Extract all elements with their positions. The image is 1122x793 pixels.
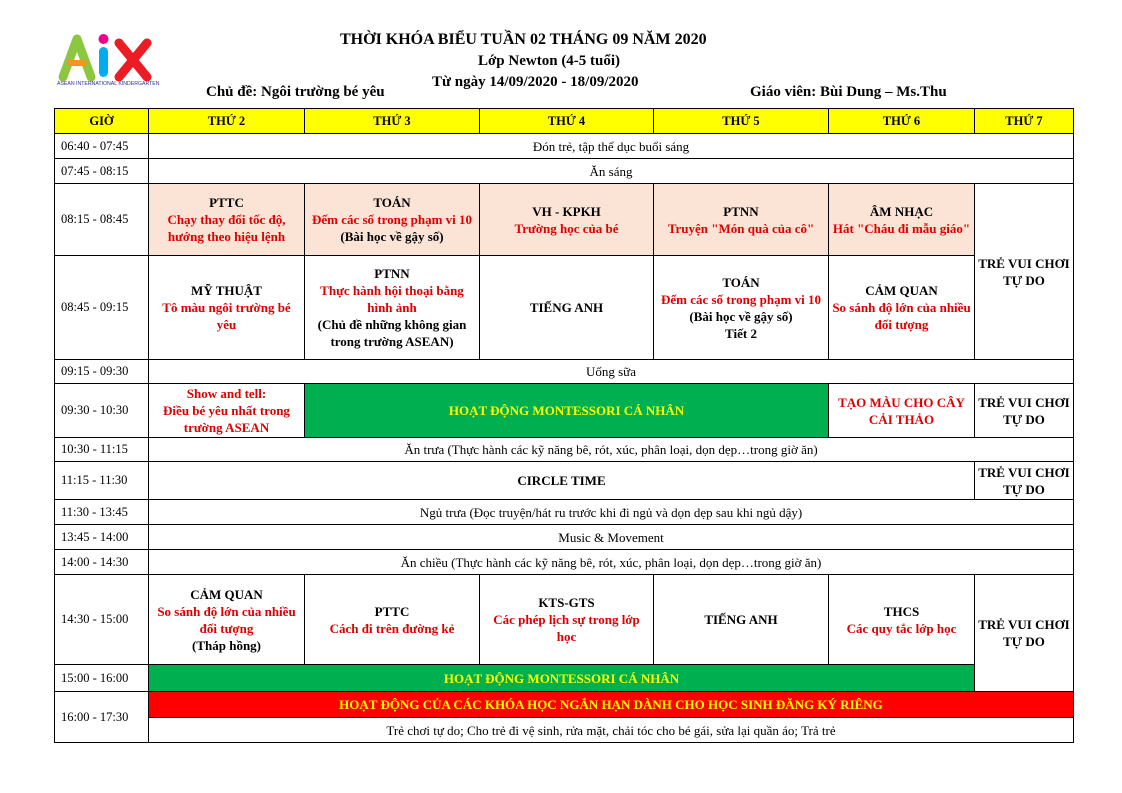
class-name: Lớp Newton (4-5 tuổi) bbox=[478, 53, 621, 69]
time-cell: 11:15 - 11:30 bbox=[55, 462, 149, 500]
lesson-detail: Hát "Cháu đi mẫu giáo" bbox=[832, 220, 971, 236]
lesson-detail: Chạy thay đổi tốc độ, hướng theo hiệu lệnh bbox=[167, 212, 286, 244]
table-row bbox=[55, 159, 1074, 184]
table-row bbox=[55, 550, 1074, 575]
time-cell: 06:40 - 07:45 bbox=[55, 134, 149, 159]
time-cell: 11:30 - 13:45 bbox=[55, 500, 149, 525]
lesson-detail: Tô màu ngôi trường bé yêu bbox=[162, 300, 291, 332]
table-row bbox=[55, 462, 1074, 500]
lesson-cell-tue bbox=[305, 184, 480, 256]
lesson-subject: PTNN bbox=[723, 203, 759, 219]
montessori-block: HOẠT ĐỘNG MONTESSORI CÁ NHÂN bbox=[149, 665, 975, 692]
lesson-subject: MỸ THUẬT bbox=[191, 283, 262, 298]
col-header-wed: THỨ 4 bbox=[480, 109, 654, 134]
activity-cell: Ngủ trưa (Đọc truyện/hát ru trước khi đi ngủ và dọn dẹp sau khi ngủ dậy) bbox=[149, 500, 1074, 525]
lesson-detail: So sánh độ lớn của nhiều đối tượng bbox=[832, 300, 971, 332]
time-cell: 07:45 - 08:15 bbox=[55, 159, 149, 184]
lesson-subject: Show and tell: bbox=[186, 386, 267, 401]
lesson-subject: PTTC bbox=[374, 603, 410, 619]
free-play-cell: TRẺ VUI CHƠI TỰ DO bbox=[975, 384, 1074, 438]
table-row bbox=[55, 500, 1074, 525]
time-cell: 14:00 - 14:30 bbox=[55, 550, 149, 575]
lesson-detail: Điều bé yêu nhất trong trường ASEAN bbox=[163, 403, 290, 435]
lesson-detail: Đếm các số trong phạm vi 10 bbox=[311, 212, 473, 227]
time-cell: 09:30 - 10:30 bbox=[55, 384, 149, 438]
date-range: Từ ngày 14/09/2020 - 18/09/2020 bbox=[432, 74, 639, 90]
lesson-cell-wed bbox=[480, 184, 654, 256]
col-header-thu: THỨ 5 bbox=[654, 109, 829, 134]
lesson-subject: TOÁN bbox=[373, 195, 411, 210]
activity-cell: Trẻ chơi tự do; Cho trẻ đi vệ sinh, rửa mặt, chải tóc cho bé gái, sửa lại quần áo; Trả trẻ bbox=[149, 718, 1074, 743]
lesson-detail: Cách đi trên đường kẻ bbox=[329, 620, 455, 636]
lesson-detail: Đếm các số trong phạm vi 10 bbox=[660, 291, 822, 307]
table-row bbox=[55, 184, 1074, 256]
table-row bbox=[55, 360, 1074, 384]
lesson-cell-mon bbox=[149, 575, 305, 665]
lesson-note: (Bài học về gậy số) bbox=[689, 308, 793, 324]
lesson-subject: TOÁN bbox=[722, 274, 760, 290]
time-cell: 08:15 - 08:45 bbox=[55, 184, 149, 256]
montessori-block: HOẠT ĐỘNG MONTESSORI CÁ NHÂN bbox=[305, 384, 829, 438]
lesson-subject: PTNN bbox=[374, 266, 410, 281]
table-row bbox=[55, 692, 1074, 718]
lesson-cell-fri: TẠO MÀU CHO CÂY CẢI THẢO bbox=[829, 384, 975, 438]
col-header-tue: THỨ 3 bbox=[305, 109, 480, 134]
teacher-label: Giáo viên: Bùi Dung – Ms.Thu bbox=[750, 84, 947, 100]
lesson-cell-mon bbox=[149, 384, 305, 438]
lesson-note: (Tháp hồng) bbox=[192, 637, 261, 653]
table-row bbox=[55, 525, 1074, 550]
free-play-cell: TRẺ VUI CHƠI TỰ DO bbox=[975, 184, 1074, 360]
col-header-mon: THỨ 2 bbox=[149, 109, 305, 134]
lesson-note: Tiết 2 bbox=[725, 325, 757, 341]
lesson-cell-tue bbox=[305, 256, 480, 360]
free-play-cell: TRẺ VUI CHƠI TỰ DO bbox=[975, 575, 1074, 692]
header-row bbox=[55, 109, 1074, 134]
lesson-subject: THCS bbox=[883, 603, 920, 619]
lesson-note: (Chủ đề những không gian trong trường ASEAN) bbox=[317, 317, 467, 349]
time-cell: 13:45 - 14:00 bbox=[55, 525, 149, 550]
lesson-cell-fri bbox=[829, 256, 975, 360]
activity-cell: Uống sữa bbox=[149, 360, 1074, 384]
table-row bbox=[55, 718, 1074, 743]
timetable bbox=[54, 108, 1074, 743]
lesson-detail: Truyện "Món quà của cô" bbox=[667, 220, 815, 236]
lesson-note: (Bài học về gậy số) bbox=[340, 229, 444, 244]
lesson-detail: Các phép lịch sự trong lớp học bbox=[493, 612, 640, 644]
table-row bbox=[55, 575, 1074, 665]
time-cell: 10:30 - 11:15 bbox=[55, 438, 149, 462]
short-courses-banner: HOẠT ĐỘNG CỦA CÁC KHÓA HỌC NGẮN HẠN DÀNH CHO HỌC SINH ĐĂNG KÝ RIÊNG bbox=[149, 692, 1074, 718]
table-row bbox=[55, 665, 1074, 692]
lesson-cell-thu bbox=[654, 256, 829, 360]
logo-tagline: ASEAN INTERNATIONAL KINDERGARTEN bbox=[57, 81, 160, 87]
activity-cell: Ăn sáng bbox=[149, 159, 1074, 184]
activity-cell: Ăn chiều (Thực hành các kỹ năng bê, rót, xúc, phân loại, dọn dẹp…trong giờ ăn) bbox=[149, 550, 1074, 575]
lesson-detail: Trường học của bé bbox=[514, 220, 619, 236]
lesson-subject: KTS-GTS bbox=[538, 595, 595, 610]
col-header-time: GIỜ bbox=[55, 109, 149, 134]
theme-label: Chủ đề: Ngôi trường bé yêu bbox=[206, 84, 385, 100]
free-play-cell: TRẺ VUI CHƠI TỰ DO bbox=[975, 462, 1074, 500]
lesson-cell-wed bbox=[480, 575, 654, 665]
lesson-subject: VH - KPKH bbox=[532, 203, 601, 219]
lesson-cell-mon bbox=[149, 256, 305, 360]
lesson-detail: Các quy tắc lớp học bbox=[846, 620, 957, 636]
table-row bbox=[55, 134, 1074, 159]
lesson-detail: So sánh độ lớn của nhiều đối tượng bbox=[157, 603, 296, 636]
lesson-cell-wed: TIẾNG ANH bbox=[480, 256, 654, 360]
lesson-cell-mon bbox=[149, 184, 305, 256]
time-cell: 14:30 - 15:00 bbox=[55, 575, 149, 665]
table-row bbox=[55, 256, 1074, 360]
table-row bbox=[55, 384, 1074, 438]
time-cell: 09:15 - 09:30 bbox=[55, 360, 149, 384]
page-title: THỜI KHÓA BIỂU TUẦN 02 THÁNG 09 NĂM 2020 bbox=[340, 31, 707, 48]
circle-time-cell: CIRCLE TIME bbox=[149, 462, 975, 500]
lesson-cell-thu: TIẾNG ANH bbox=[654, 575, 829, 665]
time-cell: 15:00 - 16:00 bbox=[55, 665, 149, 692]
lesson-subject: ÂM NHẠC bbox=[869, 203, 934, 219]
lesson-detail: Thực hành hội thoại bằng hình ảnh bbox=[320, 283, 464, 315]
lesson-cell-thu bbox=[654, 184, 829, 256]
time-cell: 08:45 - 09:15 bbox=[55, 256, 149, 360]
table-row bbox=[55, 438, 1074, 462]
lesson-cell-fri bbox=[829, 184, 975, 256]
lesson-subject: CẢM QUAN bbox=[190, 586, 263, 602]
col-header-fri: THỨ 6 bbox=[829, 109, 975, 134]
lesson-subject: CẢM QUAN bbox=[865, 283, 938, 298]
activity-cell: Đón trẻ, tập thể dục buổi sáng bbox=[149, 134, 1074, 159]
col-header-sat: THỨ 7 bbox=[975, 109, 1074, 134]
school-logo bbox=[55, 33, 165, 95]
time-cell: 16:00 - 17:30 bbox=[55, 692, 149, 743]
lesson-cell-fri bbox=[829, 575, 975, 665]
activity-cell: Music & Movement bbox=[149, 525, 1074, 550]
lesson-subject: PTTC bbox=[209, 195, 244, 210]
activity-cell: Ăn trưa (Thực hành các kỹ năng bê, rót, xúc, phân loại, dọn dẹp…trong giờ ăn) bbox=[149, 438, 1074, 462]
lesson-cell-tue bbox=[305, 575, 480, 665]
